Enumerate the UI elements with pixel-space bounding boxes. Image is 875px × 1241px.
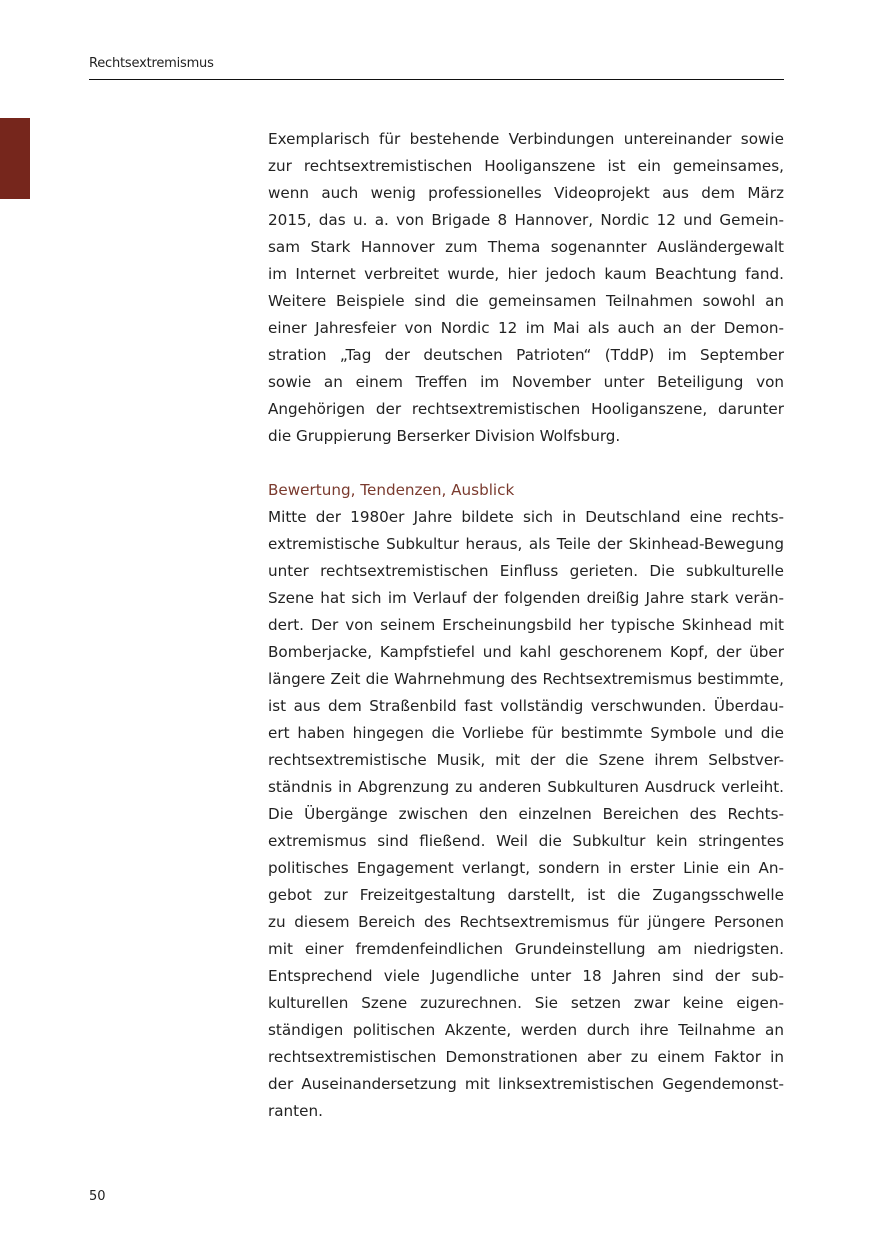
text-line: einer Jahresfeier von Nordic 12 im Mai als auch an der Demon- [268, 319, 784, 337]
text-line: ranten. [268, 1102, 323, 1120]
paragraph-1 [268, 126, 784, 450]
chapter-marker-tab [0, 118, 30, 199]
text-line: der Auseinandersetzung mit linksextremistischen Gegendemonst- [268, 1075, 784, 1093]
text-line: sam Stark Hannover zum Thema sogenannter Ausländergewalt [268, 238, 784, 256]
text-line: kulturellen Szene zuzurechnen. Sie setzen zwar keine eigen- [268, 994, 784, 1012]
text-line: die Gruppierung Berserker Division Wolfsburg. [268, 427, 621, 445]
text-line: Die Übergänge zwischen den einzelnen Bereichen des Rechts- [268, 805, 784, 823]
text-line: im Internet verbreitet wurde, hier jedoch kaum Beachtung fand. [268, 265, 784, 283]
text-line: extremistische Subkultur heraus, als Teile der Skinhead-Bewegung [268, 535, 784, 553]
text-line: ständnis in Abgrenzung zu anderen Subkulturen Ausdruck verleiht. [268, 778, 784, 796]
text-line: 2015, das u. a. von Brigade 8 Hannover, Nordic 12 und Gemein- [268, 211, 784, 229]
text-line: längere Zeit die Wahrnehmung des Rechtsextremismus bestimmte, [268, 670, 784, 688]
text-line: zur rechtsextremistischen Hooliganszene ist ein gemeinsames, [268, 157, 784, 175]
paragraph-spacer [268, 450, 784, 477]
text-line: Bomberjacke, Kampfstiefel und kahl geschorenem Kopf, der über [268, 643, 784, 661]
page-number: 50 [89, 1189, 106, 1204]
text-line: politisches Engagement verlangt, sondern in erster Linie ein An- [268, 859, 784, 877]
section-heading: Bewertung, Tendenzen, Ausblick [268, 481, 515, 499]
section-assessment [268, 477, 784, 1125]
header-rule [89, 79, 784, 80]
text-line: extremismus sind fließend. Weil die Subkultur kein stringentes [268, 832, 784, 850]
text-line: Entsprechend viele Jugendliche unter 18 Jahren sind der sub- [268, 967, 784, 985]
text-line: Angehörigen der rechtsextremistischen Hooliganszene, darunter [268, 400, 784, 418]
text-line: Mitte der 1980er Jahre bildete sich in Deutschland eine rechts- [268, 508, 784, 526]
text-line: ert haben hingegen die Vorliebe für bestimmte Symbole und die [268, 724, 784, 742]
text-line: unter rechtsextremistischen Einfluss gerieten. Die subkulturelle [268, 562, 784, 580]
text-line: ständigen politischen Akzente, werden durch ihre Teilnahme an [268, 1021, 784, 1039]
text-line: rechtsextremistische Musik, mit der die Szene ihrem Selbstver- [268, 751, 784, 769]
text-line: dert. Der von seinem Erscheinungsbild her typische Skinhead mit [268, 616, 784, 634]
text-line: sowie an einem Treffen im November unter Beteiligung von [268, 373, 784, 391]
text-line: rechtsextremistischen Demonstrationen aber zu einem Faktor in [268, 1048, 784, 1066]
text-line: mit einer fremdenfeindlichen Grundeinstellung am niedrigsten. [268, 940, 784, 958]
text-line: Weitere Beispiele sind die gemeinsamen Teilnahmen sowohl an [268, 292, 784, 310]
running-header-title: Rechtsextremismus [89, 56, 214, 71]
text-line: wenn auch wenig professionelles Videoprojekt aus dem März [268, 184, 784, 202]
text-line: zu diesem Bereich des Rechtsextremismus für jüngere Personen [268, 913, 784, 931]
text-line: Exemplarisch für bestehende Verbindungen untereinander sowie [268, 130, 784, 148]
text-line: gebot zur Freizeitgestaltung darstellt, ist die Zugangsschwelle [268, 886, 784, 904]
body-text [268, 126, 784, 1125]
text-line: Szene hat sich im Verlauf der folgenden dreißig Jahre stark verän- [268, 589, 784, 607]
text-line: ist aus dem Straßenbild fast vollständig verschwunden. Überdau- [268, 697, 784, 715]
text-line: stration „Tag der deutschen Patrioten“ (TddP) im September [268, 346, 784, 364]
